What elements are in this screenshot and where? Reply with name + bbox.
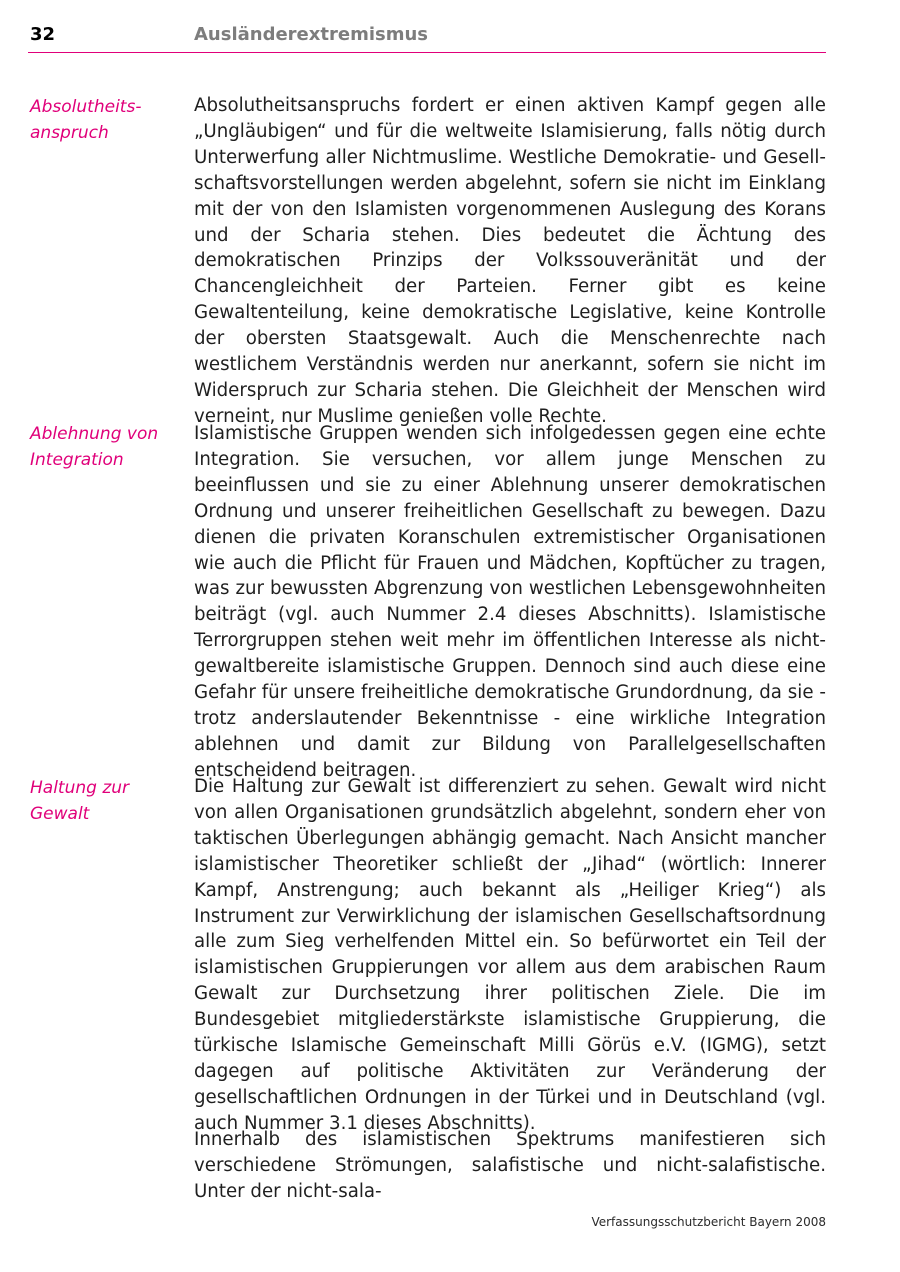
page-header bbox=[28, 22, 826, 53]
paragraph-absolutheitsanspruch: Absolutheitsanspruchs fordert er einen aktiven Kampf gegen alle „Ungläubigen“ und für die weltweite Islamisierung, falls nötig durch Unterwerfung aller Nichtmuslime. Westliche Demokratie- und Gesellschaftsvorstellungen werden abgelehnt, sofern sie nicht im Einklang mit der von den Islamisten vorgenommenen Auslegung des Korans und der Scharia stehen. Dies bedeutet die Ächtung des demokratischen Prinzips der Volkssouveränität und der Chancengleichheit der Parteien. Ferner gibt es keine Gewaltenteilung, keine demokratische Legislative, keine Kontrolle der obersten Staatsgewalt. Auch die Menschenrechte nach westlichem Verständnis werden nur anerkannt, sofern sie nicht im Widerspruch zur Scharia stehen. Die Gleichheit der Menschen wird verneint, nur Muslime genießen volle Rechte. bbox=[194, 95, 826, 427]
margin-note-haltung-zur-gewalt bbox=[30, 775, 180, 827]
margin-note-line: anspruch bbox=[30, 123, 109, 143]
paragraph-stroemungen: Innerhalb des islamistischen Spektrums manifestieren sich verschiedene Strömungen, salafistische und nicht-salafistische. Unter der nicht-sala- bbox=[194, 1129, 826, 1202]
margin-note-ablehnung-von-integration bbox=[30, 421, 180, 473]
margin-note-line: Absolutheits- bbox=[30, 97, 142, 117]
chapter-title: Ausländerextremismus bbox=[194, 24, 428, 45]
page-number: 32 bbox=[30, 24, 56, 45]
paragraph-integration: Islamistische Gruppen wenden sich infolgedessen gegen eine echte Integration. Sie versuchen, vor allem junge Menschen zu beeinflussen und sie zu einer Ablehnung unserer demokratischen Ordnung und unserer freiheitlichen Gesellschaft zu bewegen. Dazu dienen die privaten Koranschulen extremistischer Organisationen wie auch die Pflicht für Frauen und Mädchen, Kopftücher zu tragen, was zur bewussten Abgrenzung von westlichen Lebensgewohnheiten beiträgt (vgl. auch Nummer 2.4 dieses Abschnitts). Islamistische Terrorgruppen stehen weit mehr im öffentlichen Interesse als nicht-gewaltbereite islamistische Gruppen. Dennoch sind auch diese eine Gefahr für unsere freiheitliche demokratische Grundordnung, da sie - trotz anderslautender Bekenntnisse - eine wirkliche Integration ablehnen und damit zur Bildung von Parallelgesellschaften entscheidend beitragen. bbox=[194, 423, 826, 781]
margin-note-line: Ablehnung von bbox=[30, 424, 159, 444]
paragraph-gewalt: Die Haltung zur Gewalt ist differenziert zu sehen. Gewalt wird nicht von allen Organisationen grundsätzlich abgelehnt, sondern eher von taktischen Überlegungen abhängig gemacht. Nach Ansicht mancher islamistischer Theoretiker schließt der „Jihad“ (wörtlich: Innerer Kampf, Anstrengung; auch bekannt als „Heiliger Krieg“) als Instrument zur Verwirklichung der islamischen Gesellschaftsordnung alle zum Sieg verhelfenden Mittel ein. So befürwortet ein Teil der islamistischen Gruppierungen vor allem aus dem arabischen Raum Gewalt zur Durchsetzung ihrer politischen Ziele. Die im Bundesgebiet mitgliederstärkste islamistische Gruppierung, die türkische Islamische Gemeinschaft Milli Görüs e.V. (IGMG), setzt dagegen auf politische Aktivitäten zur Veränderung der gesellschaftlichen Ordnungen in der Türkei und in Deutschland (vgl. auch Nummer 3.1 dieses Abschnitts). bbox=[194, 776, 826, 1134]
margin-note-line: Integration bbox=[30, 450, 124, 470]
page-footer: Verfassungsschutzbericht Bayern 2008 bbox=[591, 1215, 826, 1229]
margin-note-absolutheitsanspruch bbox=[30, 94, 180, 146]
margin-note-line: Gewalt bbox=[30, 804, 90, 824]
margin-note-line: Haltung zur bbox=[30, 778, 130, 798]
